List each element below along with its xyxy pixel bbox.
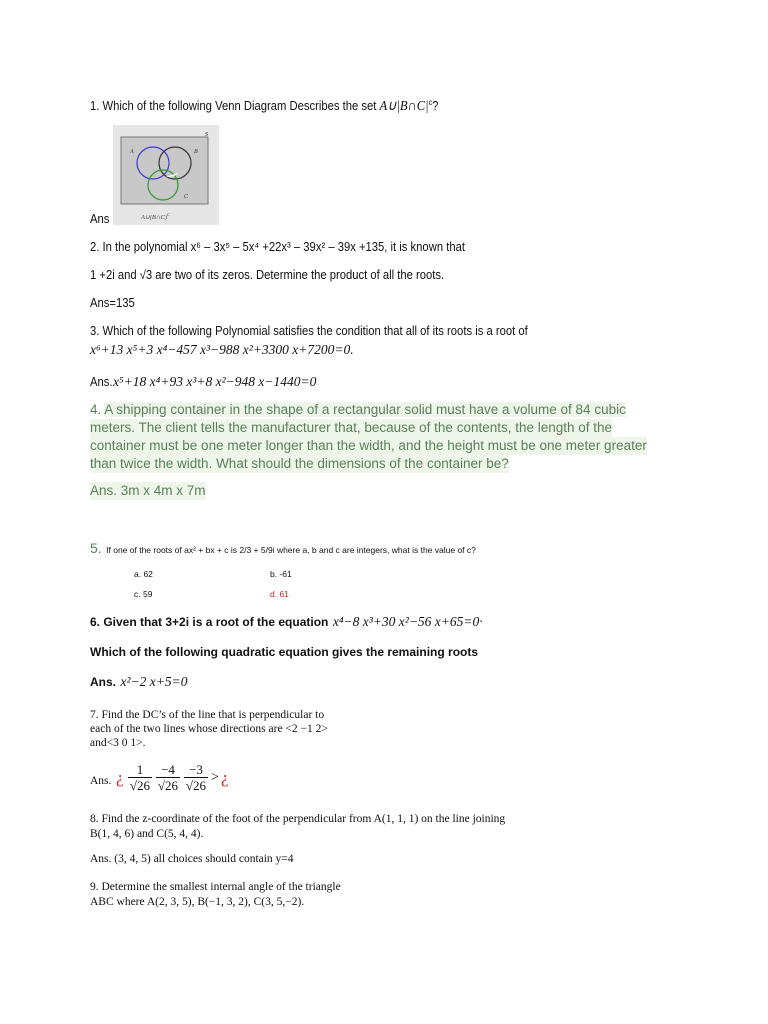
q7-bracket-open: ¿ <box>116 768 124 787</box>
q1-text <box>90 98 438 115</box>
q5-question <box>90 540 476 558</box>
q7-numerator-1: 1 <box>128 762 152 778</box>
q4-text-3: than twice the width. What should the dimensions of the container be? <box>90 456 509 471</box>
q7-denominator-3: √26 <box>185 778 207 793</box>
q6-line2: Which of the following quadratic equation gives the remaining roots <box>90 645 479 659</box>
q8-line2: B(1, 4, 6) and C(5, 4, 4). <box>90 828 204 840</box>
venn-label-b: B <box>194 149 198 155</box>
q8-line1: 8. Find the z-coordinate of the foot of the perpendicular from A(1, 1, 1) on the line joining <box>90 813 506 825</box>
q7-numerator-2: −4 <box>156 762 180 778</box>
venn-caption-text: A∪(B∩C) <box>141 214 168 221</box>
q5-choice-a: a. 62 <box>134 569 153 579</box>
q2-line2: 1 +2i and √3 are two of its zeros. Determine the product of all the roots. <box>90 268 445 282</box>
q7-question <box>90 708 328 750</box>
q8-answer: Ans. (3, 4, 5) all choices should contain y=4 <box>90 853 294 865</box>
q7-bracket-close: ¿ <box>221 768 229 787</box>
q7-fraction-3 <box>184 762 208 793</box>
q1-answer-label: Ans <box>90 212 110 226</box>
q3-answer <box>90 373 316 391</box>
q3-answer-prefix: Ans. <box>90 375 113 389</box>
q5-choice-b: b. -61 <box>270 569 292 579</box>
q1-prompt: 1. Which of the following Venn Diagram Describes the set <box>90 99 380 114</box>
q7-line-2: and<3 0 1>. <box>90 737 146 749</box>
venn-caption-sup: C <box>167 212 171 217</box>
q4-answer: Ans. 3m x 4m x 7m <box>90 483 206 498</box>
venn-label-s: S <box>205 132 208 138</box>
q4-text-0: A shipping container in the shape of a rectangular solid must have a volume of 84 cubic <box>104 402 626 417</box>
q4-block <box>90 401 647 473</box>
q7-denominator-2: √26 <box>157 778 179 793</box>
q3-polynomial: x⁶+13 x⁵+3 x⁴−457 x³−988 x²+3300 x+7200=0. <box>90 342 354 357</box>
venn-label-a: A <box>130 149 134 155</box>
q5-text: If one of the roots of ax² + bx + c is 2/3 + 5/9i where a, b and c are integers, what is the value of c? <box>106 545 476 555</box>
q2-line1: 2. In the polynomial x⁶ – 3x⁵ – 5x⁴ +22x³ – 39x² – 39x +135, it is known that <box>90 240 465 254</box>
venn-diagram <box>113 125 219 225</box>
q9-line2: ABC where A(2, 3, 5), B(−1, 3, 2), C(3, 5,−2). <box>90 896 305 908</box>
q7-line-1: each of the two lines whose directions are <2 −1 2> <box>90 723 328 735</box>
q6-answer <box>90 673 187 691</box>
q7-fraction-1 <box>128 762 152 793</box>
q7-line-0: 7. Find the DC’s of the line that is perpendicular to <box>90 709 325 721</box>
venn-diagram-image <box>113 125 219 225</box>
venn-label-c: C <box>184 194 189 200</box>
q4-number: 4. <box>90 402 105 417</box>
q5-number: 5. <box>90 540 102 556</box>
q6-line1 <box>90 613 483 631</box>
q6-answer-prefix: Ans. <box>90 675 117 689</box>
q6-prompt: 6. Given that 3+2i is a root of the equation <box>90 615 329 629</box>
q4-text-2: container must be one meter longer than the width, and the height must be one meter greater <box>90 438 647 453</box>
q3-answer-polynomial: x⁵+18 x⁴+93 x³+8 x²−948 x−1440=0 <box>113 374 317 389</box>
q2-answer: Ans=135 <box>90 296 135 310</box>
q7-fraction-2 <box>156 762 180 793</box>
q5-choice-c: c. 59 <box>134 589 153 599</box>
q4-text-1: meters. The client tells the manufacturer that, because of the contents, the length of the <box>90 420 613 435</box>
q7-answer-prefix: Ans. <box>90 775 112 787</box>
q5-choice-d: d. 61 <box>270 589 289 599</box>
q1-qmark: ? <box>432 99 439 114</box>
q6-equation: x⁴−8 x³+30 x²−56 x+65=0· <box>332 614 483 629</box>
q3-line1: 3. Which of the following Polynomial satisfies the condition that all of its roots is a root of <box>90 324 528 338</box>
q7-gt-sign: > <box>211 770 219 785</box>
q1-set-complement: c <box>428 98 433 107</box>
q9-line1: 9. Determine the smallest internal angle of the triangle <box>90 881 341 893</box>
q4-line-0 <box>90 401 647 419</box>
q7-numerator-3: −3 <box>184 762 208 778</box>
venn-caption <box>140 212 171 221</box>
q1-set-expression: A∪|B∩C| <box>379 99 429 115</box>
q7-denominator-1: √26 <box>129 778 151 793</box>
q6-answer-equation: x²−2 x+5=0 <box>120 674 188 689</box>
